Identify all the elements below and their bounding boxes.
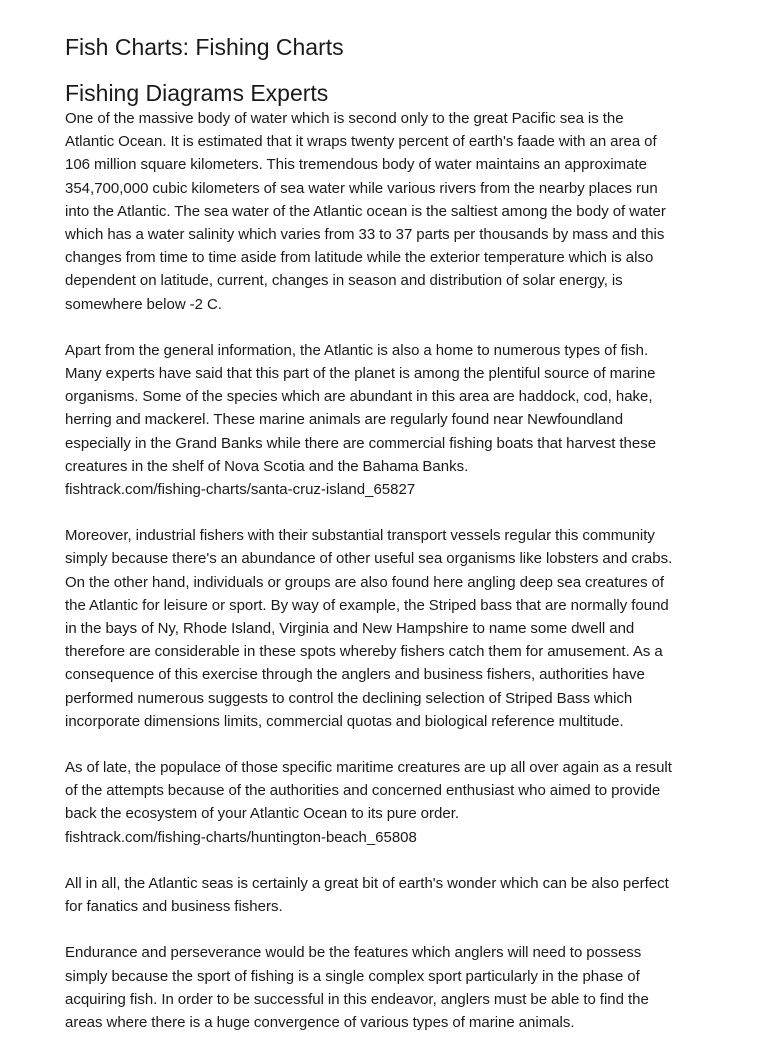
paragraph-line: simply because the sport of fishing is a single complex sport particularly in the phase of	[65, 967, 640, 985]
paragraph-line: changes from time to time aside from latitude while the exterior temperature which is also	[65, 249, 654, 267]
paragraph-line: somewhere below -2 C.	[65, 295, 222, 313]
paragraph-line: organisms. Some of the species which are abundant in this area are haddock, cod, hake,	[65, 388, 653, 406]
paragraph-line: acquiring fish. In order to be successful in this endeavor, anglers must be able to find the	[65, 990, 649, 1008]
paragraph-line: Moreover, industrial fishers with their substantial transport vessels regular this community	[65, 527, 655, 545]
page-subtitle: Fishing Diagrams Experts	[65, 80, 329, 106]
paragraph-line: Endurance and perseverance would be the features which anglers will need to possess	[65, 944, 642, 962]
article-body	[65, 107, 705, 1057]
paragraph-line: All in all, the Atlantic seas is certainly a great bit of earth's wonder which can be also perfect	[65, 874, 669, 892]
paragraph-line: simply because there's an abundance of other useful sea organisms like lobsters and crabs.	[65, 550, 673, 568]
source-url-text: fishtrack.com/fishing-charts/huntington-beach_65808	[65, 828, 417, 846]
paragraph-line: herring and mackerel. These marine animals are regularly found near Newfoundland	[65, 411, 624, 429]
paragraph-line: performed numerous suggests to control the declining selection of Striped Bass which	[65, 689, 633, 707]
paragraph-line: the Atlantic for leisure or sport. By way of example, the Striped bass that are normally found	[65, 596, 669, 614]
paragraph-line: therefore are considerable in these spots whereby fishers catch them for amusement. As a	[65, 643, 663, 661]
paragraph-line: especially in the Grand Banks while there are commercial fishing boats that harvest these	[65, 434, 657, 452]
paragraph-line: incorporate dimensions limits, commercial quotas and biological reference multitude.	[65, 712, 624, 730]
paragraph-line: Many experts have said that this part of the planet is among the plentiful source of marine	[65, 365, 656, 383]
paragraph-line: 106 million square kilometers. This tremendous body of water maintains an approximate	[65, 156, 647, 174]
article-paragraph	[65, 941, 705, 1034]
source-url-text: fishtrack.com/fishing-charts/santa-cruz-island_65827	[65, 481, 416, 499]
paragraph-line: back the ecosystem of your Atlantic Ocean to its pure order.	[65, 805, 460, 823]
paragraph-line: dependent on latitude, current, changes in season and distribution of solar energy, is	[65, 272, 623, 290]
paragraph-line: Apart from the general information, the Atlantic is also a home to numerous types of fish.	[65, 341, 649, 359]
page-title: Fish Charts: Fishing Charts	[65, 34, 344, 60]
paragraph-line: As of late, the populace of those specific maritime creatures are up all over again as a result	[65, 759, 672, 777]
paragraph-line: of the attempts because of the authorities and concerned enthusiast who aimed to provide	[65, 782, 661, 800]
paragraph-line: On the other hand, individuals or groups are also found here angling deep sea creatures of	[65, 573, 665, 591]
paragraph-line: consequence of this exercise through the anglers and business fishers, authorities have	[65, 666, 645, 684]
paragraph-line: which has a water salinity which varies from 33 to 37 parts per thousands by mass and this	[65, 226, 665, 244]
article-paragraph	[65, 107, 705, 316]
paragraph-line: for fanatics and business fishers.	[65, 898, 283, 916]
paragraph-line: 354,700,000 cubic kilometers of sea water while various rivers from the nearby places run	[65, 179, 658, 197]
article-paragraph	[65, 872, 705, 918]
paragraph-line: creatures in the shelf of Nova Scotia and the Bahama Banks.	[65, 457, 469, 475]
paragraph-line: areas where there is a huge convergence of various types of marine animals.	[65, 1013, 575, 1031]
article-paragraph	[65, 339, 705, 501]
article-paragraph	[65, 756, 705, 849]
article-paragraph	[65, 524, 705, 733]
paragraph-line: Atlantic Ocean. It is estimated that it wraps twenty percent of earth's faade with an area of	[65, 133, 657, 151]
paragraph-line: into the Atlantic. The sea water of the Atlantic ocean is the saltiest among the body of water	[65, 202, 666, 220]
paragraph-line: in the bays of Ny, Rhode Island, Virginia and New Hampshire to name some dwell and	[65, 620, 635, 638]
paragraph-line: One of the massive body of water which is second only to the great Pacific sea is the	[65, 110, 624, 127]
